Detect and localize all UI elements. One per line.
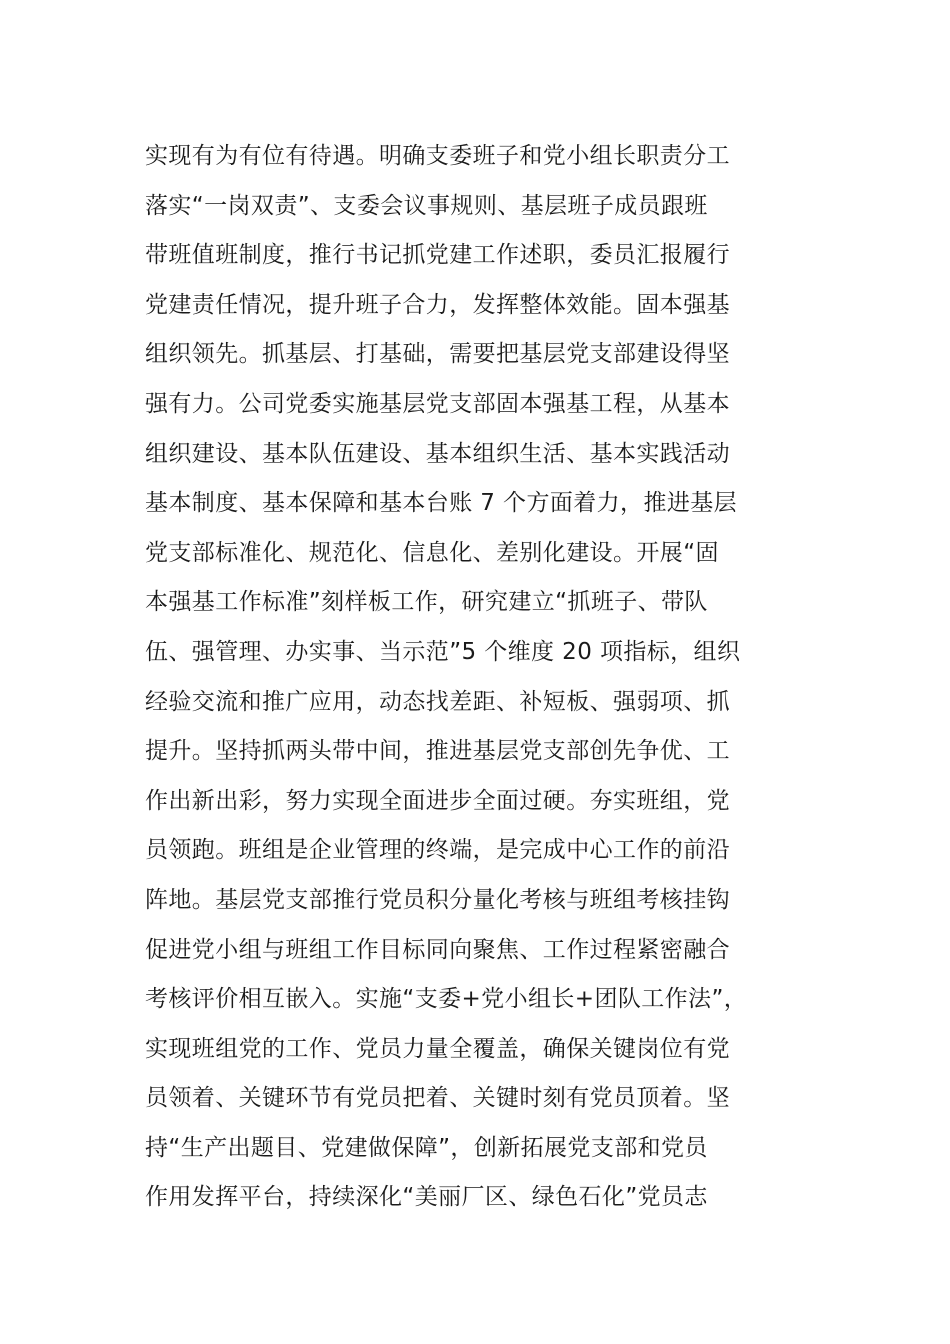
text-line-22: 作用发挥平台，持续深化“美丽厂区、绿色石化”党员志 (145, 1184, 708, 1211)
text-line-4: 党建责任情况，提升班子合力，发挥整体效能。固本强基 (145, 291, 730, 318)
text-line-13: 提升。坚持抓两头带中间，推进基层党支部创先争优、工 (145, 738, 730, 765)
text-line-20: 员领着、关键环节有党员把着、关键时刻有党员顶着。坚 (145, 1085, 730, 1112)
text-line-10: 本强基工作标准”刻样板工作，研究建立“抓班子、带队 (145, 589, 708, 616)
text-line-16: 阵地。基层党支部推行党员积分量化考核与班组考核挂钩 (145, 886, 730, 913)
text-line-9: 党支部标准化、规范化、信息化、差别化建设。开展“固 (145, 539, 719, 566)
text-line-8: 基本制度、基本保障和基本台账 7 个方面着力，推进基层 (145, 490, 738, 517)
text-line-3: 带班值班制度，推行书记抓党建工作述职，委员汇报履行 (145, 242, 730, 269)
text-line-7: 组织建设、基本队伍建设、基本组织生活、基本实践活动 (145, 440, 730, 467)
text-line-11: 伍、强管理、办实事、当示范”5 个维度 20 项指标，组织 (145, 638, 741, 665)
text-line-12: 经验交流和推广应用，动态找差距、补短板、强弱项、抓 (145, 688, 730, 715)
text-line-5: 组织领先。抓基层、打基础，需要把基层党支部建设得坚 (145, 341, 730, 368)
text-line-17: 促进党小组与班组工作目标同向聚焦、工作过程紧密融合 (145, 936, 730, 963)
text-line-19: 实现班组党的工作、党员力量全覆盖，确保关键岗位有党 (145, 1035, 730, 1062)
body-paragraph (145, 132, 825, 1223)
text-line-1: 实现有为有位有待遇。明确支委班子和党小组长职责分工 (145, 143, 730, 169)
text-line-15: 员领跑。班组是企业管理的终端，是完成中心工作的前沿 (145, 837, 730, 864)
text-line-18: 考核评价相互嵌入。实施“支委+党小组长+团队工作法”， (145, 986, 748, 1013)
text-line-14: 作出新出彩，努力实现全面进步全面过硬。夯实班组，党 (145, 787, 730, 814)
text-line-21: 持“生产出题目、党建做保障”，创新拓展党支部和党员 (145, 1134, 708, 1161)
text-line-6: 强有力。公司党委实施基层党支部固本强基工程，从基本 (145, 390, 730, 417)
text-line-2: 落实“一岗双责”、支委会议事规则、基层班子成员跟班 (145, 192, 708, 219)
